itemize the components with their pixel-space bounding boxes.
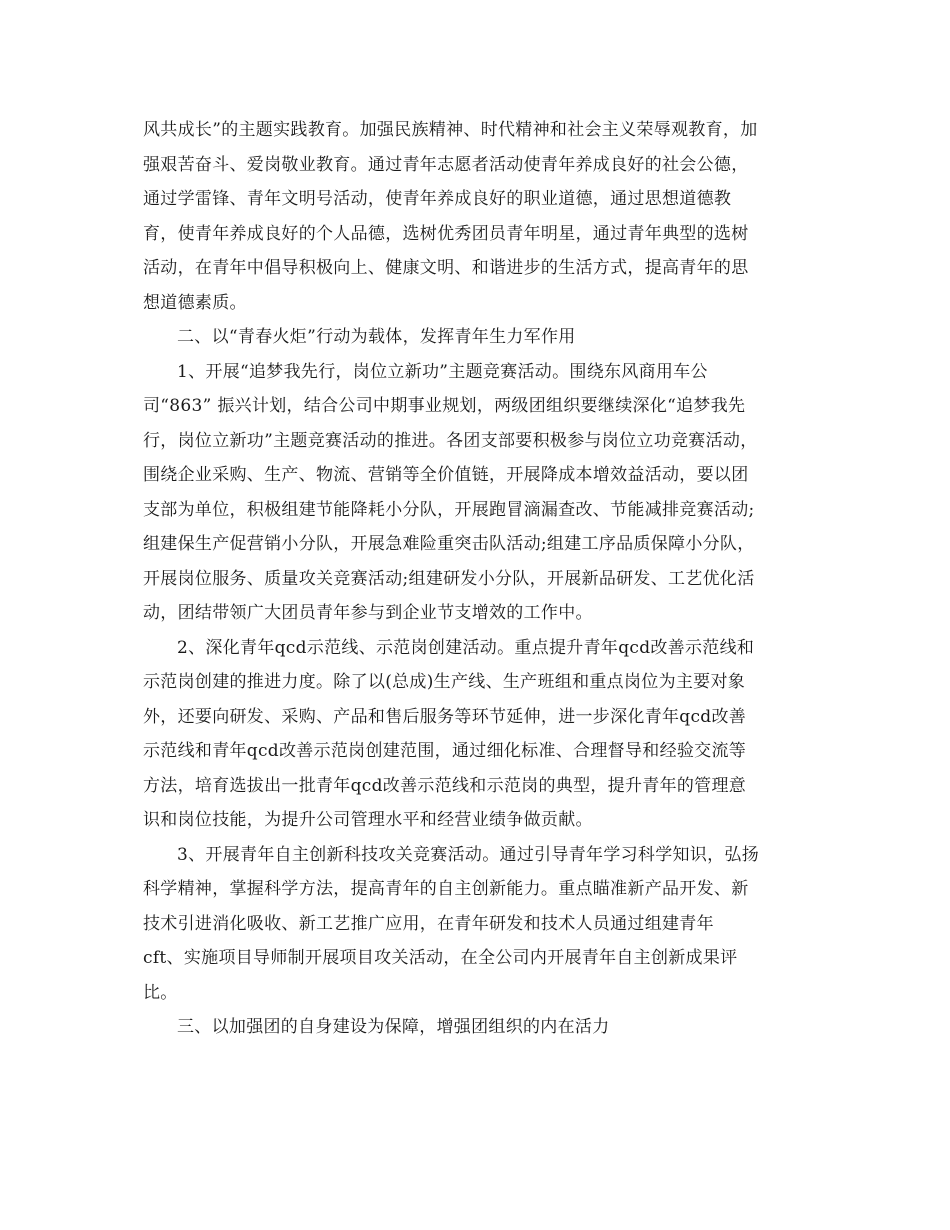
text-line: 司“863” 振兴计划，结合公司中期事业规划，两级团组织要继续深化“追梦我先 bbox=[143, 396, 746, 416]
text-line: 组建保生产促营销小分队，开展急难险重突击队活动;组建工序品质保障小分队， bbox=[143, 534, 755, 554]
text-line: 行，岗位立新功”主题竞赛活动的推进。各团支部要积极参与岗位立功竞赛活动， bbox=[143, 430, 758, 451]
text-line: cft、实施项目导师制开展项目攻关活动，在全公司内开展青年自主创新成果评 bbox=[143, 948, 738, 968]
text-line: 方法，培育选拔出一批青年qcd改善示范线和示范岗的典型，提升青年的管理意 bbox=[143, 775, 747, 796]
text-line: 开展岗位服务、质量攻关竞赛活动;组建研发小分队，开展新品研发、工艺优化活 bbox=[143, 568, 755, 589]
section-heading: 三、以加强团的自身建设为保障，增强团组织的内在活力 bbox=[177, 1017, 610, 1037]
text-line: 示范线和青年qcd改善示范岗创建范围，通过细化标准、合理督导和经验交流等 bbox=[143, 741, 747, 761]
document-body bbox=[143, 113, 813, 1045]
text-line: 3、开展青年自主创新科技攻关竞赛活动。通过引导青年学习科学知识，弘扬 bbox=[177, 844, 760, 865]
section-heading: 二、以“青春火炬”行动为载体，发挥青年生力军作用 bbox=[177, 327, 576, 347]
text-line: 技术引进消化吸收、新工艺推广应用，在青年研发和技术人员通过组建青年 bbox=[143, 913, 714, 934]
text-line: 比。 bbox=[143, 982, 178, 1003]
text-line: 2、深化青年qcd示范线、示范岗创建活动。重点提升青年qcd改善示范线和 bbox=[177, 637, 755, 658]
text-line: 通过学雷锋、青年文明号活动，使青年养成良好的职业道德，通过思想道德教 bbox=[143, 189, 732, 209]
text-line: 育，使青年养成良好的个人品德，选树优秀团员青年明星，通过青年典型的选树 bbox=[143, 223, 749, 244]
text-line: 识和岗位技能，为提升公司管理水平和经营业绩争做贡献。 bbox=[143, 810, 593, 830]
text-line: 活动，在青年中倡导积极向上、健康文明、和谐进步的生活方式，提高青年的思 bbox=[143, 258, 749, 278]
text-line: 强艰苦奋斗、爱岗敬业教育。通过青年志愿者活动使青年养成良好的社会公德， bbox=[143, 154, 749, 175]
text-line: 1、开展“追梦我先行，岗位立新功”主题竞赛活动。围绕东风商用车公 bbox=[177, 361, 708, 382]
text-line: 围绕企业采购、生产、物流、营销等全价值链，开展降成本增效益活动，要以团 bbox=[143, 465, 749, 485]
text-line: 风共成长”的主题实践教育。加强民族精神、时代精神和社会主义荣辱观教育，加 bbox=[143, 120, 758, 140]
text-line: 外，还要向研发、采购、产品和售后服务等环节延伸，进一步深化青年qcd改善 bbox=[143, 706, 747, 727]
text-line: 动，团结带领广大团员青年参与到企业节支增效的工作中。 bbox=[143, 603, 593, 623]
text-line: 想道德素质。 bbox=[143, 292, 247, 313]
text-line: 支部为单位，积极组建节能降耗小分队，开展跑冒滴漏查改、节能减排竞赛活动; bbox=[143, 499, 755, 520]
text-line: 科学精神，掌握科学方法，提高青年的自主创新能力。重点瞄准新产品开发、新 bbox=[143, 879, 749, 899]
text-line: 示范岗创建的推进力度。除了以(总成)生产线、生产班组和重点岗位为主要对象 bbox=[143, 672, 746, 692]
